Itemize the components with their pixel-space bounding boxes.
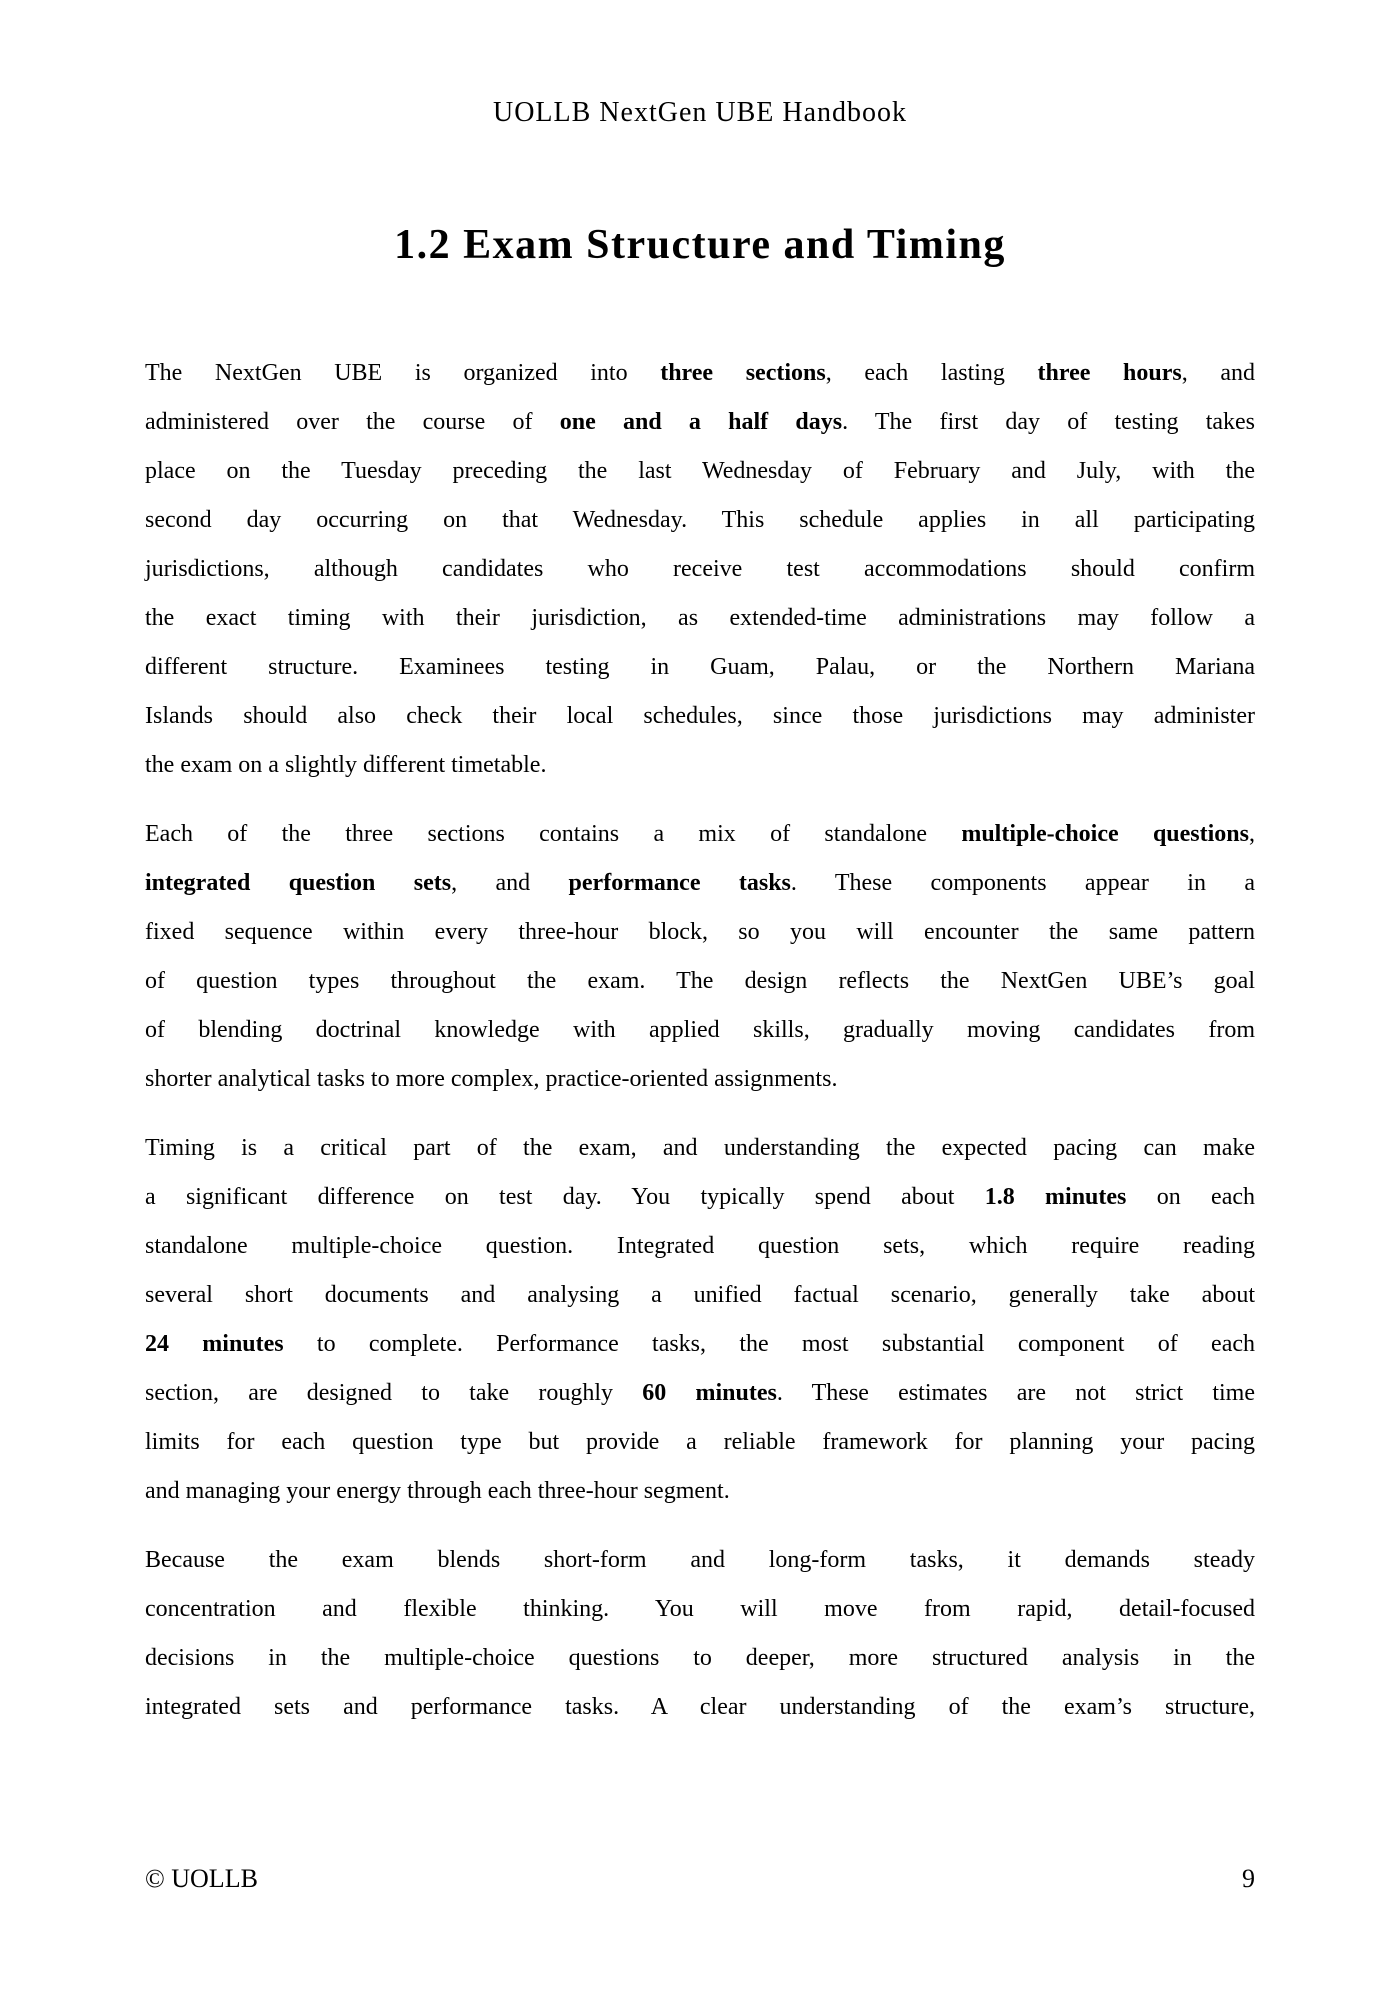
text-segment: . These estimates are not strict time xyxy=(776,1380,1256,1406)
text-segment: the exact timing with their jurisdiction, as extended-time administrations may follow a xyxy=(145,605,1255,631)
text-segment: and managing your energy through each three-hour segment. xyxy=(145,1478,730,1504)
paragraph xyxy=(145,810,1255,1104)
body-text xyxy=(145,349,1255,1732)
text-segment: standalone multiple-choice question. Integrated question sets, which require reading xyxy=(145,1233,1255,1259)
text-segment: of question types throughout the exam. The design reflects the NextGen UBE’s goal xyxy=(145,968,1255,994)
text-segment: place on the Tuesday preceding the last Wednesday of February and July, with the xyxy=(145,458,1255,484)
text-line xyxy=(145,447,1255,496)
section-title: 1.2 Exam Structure and Timing xyxy=(394,222,1006,269)
text-segment: jurisdictions, although candidates who receive test accommodations should confirm xyxy=(145,556,1255,582)
text-segment: , each lasting xyxy=(825,360,1038,386)
bold-text: multiple-choice questions xyxy=(961,821,1249,847)
page-header: UOLLB NextGen UBE Handbook xyxy=(492,97,908,128)
text-line xyxy=(145,1271,1255,1320)
text-line xyxy=(145,594,1255,643)
text-line xyxy=(145,908,1255,957)
text-segment: shorter analytical tasks to more complex, practice-oriented assignments. xyxy=(145,1066,838,1092)
text-segment: integrated sets and performance tasks. A clear understanding of the exam’s structure, xyxy=(145,1694,1255,1720)
text-line xyxy=(145,1683,1255,1732)
text-line xyxy=(145,1418,1255,1467)
bold-text: 1.8 minutes xyxy=(984,1184,1127,1210)
text-line xyxy=(145,1536,1255,1585)
text-segment: decisions in the multiple-choice questions to deeper, more structured analysis in the xyxy=(145,1645,1255,1671)
text-segment: Because the exam blends short-form and long-form tasks, it demands steady xyxy=(145,1547,1255,1573)
text-segment: Timing is a critical part of the exam, and understanding the expected pacing can make xyxy=(145,1135,1255,1161)
text-line xyxy=(145,1055,1255,1104)
paragraph xyxy=(145,349,1255,790)
text-line xyxy=(145,1006,1255,1055)
text-segment: limits for each question type but provide a reliable framework for planning your pacing xyxy=(145,1429,1255,1455)
text-segment: Islands should also check their local schedules, since those jurisdictions may administer xyxy=(145,703,1255,729)
text-segment: fixed sequence within every three-hour block, so you will encounter the same pattern xyxy=(145,919,1255,945)
text-segment: , xyxy=(1249,821,1255,847)
text-line xyxy=(145,1634,1255,1683)
text-line xyxy=(145,349,1255,398)
text-segment: second day occurring on that Wednesday. This schedule applies in all participating xyxy=(145,507,1255,533)
bold-text: 60 minutes xyxy=(642,1380,777,1406)
text-segment: administered over the course of xyxy=(145,409,560,435)
text-segment: section, are designed to take roughly xyxy=(145,1380,643,1406)
bold-text: three sections xyxy=(660,360,826,386)
bold-text: three hours xyxy=(1037,360,1182,386)
bold-text: 24 minutes xyxy=(145,1331,284,1357)
text-line xyxy=(145,1369,1255,1418)
text-line xyxy=(145,957,1255,1006)
text-segment: . The first day of testing takes xyxy=(842,409,1256,435)
text-line xyxy=(145,810,1255,859)
text-segment: on each xyxy=(1126,1184,1256,1210)
bold-text: performance tasks xyxy=(568,870,791,896)
text-line xyxy=(145,741,1255,790)
text-segment: concentration and flexible thinking. You will move from rapid, detail-focused xyxy=(145,1596,1255,1622)
text-line xyxy=(145,496,1255,545)
text-segment: . These components appear in a xyxy=(790,870,1255,896)
text-segment: a significant difference on test day. You typically spend about xyxy=(145,1184,985,1210)
text-line xyxy=(145,859,1255,908)
paragraph xyxy=(145,1124,1255,1516)
text-segment: , and xyxy=(451,870,569,896)
text-line xyxy=(145,692,1255,741)
text-line xyxy=(145,1467,1255,1516)
text-line xyxy=(145,1320,1255,1369)
text-segment: the exam on a slightly different timetable. xyxy=(145,752,547,778)
paragraph xyxy=(145,1536,1255,1732)
text-line xyxy=(145,545,1255,594)
text-line xyxy=(145,1124,1255,1173)
footer-copyright: © UOLLB xyxy=(145,1864,258,1893)
page-footer xyxy=(145,1863,1255,1895)
bold-text: integrated question sets xyxy=(145,870,452,896)
text-line xyxy=(145,1222,1255,1271)
text-segment: , and xyxy=(1181,360,1255,386)
page-number: 9 xyxy=(1242,1864,1255,1893)
bold-text: one and a half days xyxy=(559,409,843,435)
text-segment: several short documents and analysing a unified factual scenario, generally take about xyxy=(145,1282,1255,1308)
text-line xyxy=(145,398,1255,447)
text-line xyxy=(145,1173,1255,1222)
text-segment: to complete. Performance tasks, the most substantial component of each xyxy=(283,1331,1255,1357)
text-segment: Each of the three sections contains a mix of standalone xyxy=(145,821,962,847)
text-segment: different structure. Examinees testing in Guam, Palau, or the Northern Mariana xyxy=(145,654,1255,680)
text-line xyxy=(145,1585,1255,1634)
text-line xyxy=(145,643,1255,692)
text-segment: The NextGen UBE is organized into xyxy=(145,360,661,386)
text-segment: of blending doctrinal knowledge with applied skills, gradually moving candidates from xyxy=(145,1017,1255,1043)
